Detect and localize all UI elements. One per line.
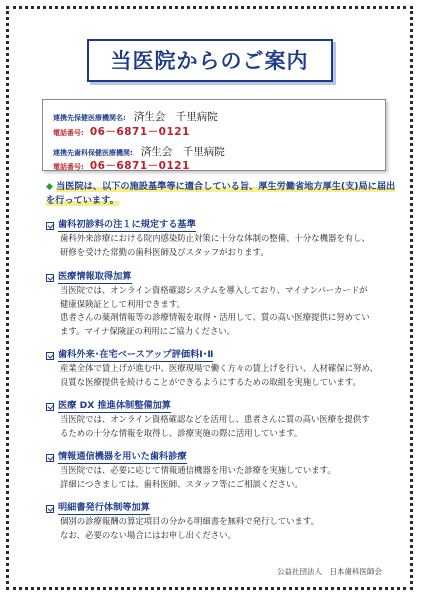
contact-2-name: 済生会 千里病院 (140, 146, 225, 158)
contact-1-name: 済生会 千里病院 (133, 111, 218, 123)
section-3-heading (46, 349, 398, 362)
section-5-line-2: 詳細につきましては、歯科医師、スタッフ等にご相談ください。 (60, 478, 303, 489)
section-3-line-1: 産業全体で賃上げが進む中、医療現場で働く方々の賃上げを行い、人材確保に努め、 (60, 363, 378, 373)
section-5-heading (46, 451, 398, 464)
section-1-body (60, 232, 398, 259)
section-5-line-1: 当医院では、必要に応じて情報通信機器を用いた診療を実施しています。 (60, 465, 336, 475)
section-2-line-4: ます。マイナ保険証の利用にご協力ください。 (60, 325, 236, 336)
contact-1-tel-row (53, 120, 190, 139)
section-1-line-2: 研修を受けた常勤の歯科医師及びスタッフがおります。 (60, 246, 269, 257)
contact-2-tel-row (53, 154, 190, 173)
page-title: 当医院からのご案内 (87, 39, 333, 82)
diamond-bullet-icon: ◆ (46, 181, 54, 192)
contact-1-label: 連携先保健医療機関名: (53, 114, 126, 122)
section-5-title: 情報通信機器を用いた歯科診療 (58, 451, 187, 462)
checkbox-icon (46, 274, 54, 282)
contact-1-tel-label: 電話番号: (53, 129, 84, 137)
contact-2-tel-label: 電話番号: (53, 163, 84, 171)
section-2-heading (46, 271, 398, 284)
section-2-title: 医療情報取得加算 (58, 271, 132, 282)
section-5 (46, 451, 398, 491)
contact-1-tel: 06－6871－0121 (89, 126, 190, 138)
section-4-line-1: 当医院では、オンライン資格確認などを活用し、患者さんに質の高い医療を提供す (60, 414, 370, 424)
section-2 (46, 271, 398, 338)
section-2-body (60, 284, 398, 338)
intro-text (46, 180, 396, 208)
intro-tail: を行っています。 (46, 195, 119, 206)
section-4 (46, 400, 398, 440)
section-2-line-3: 患者さんの薬剤情報等の診療情報を取得・活用して、質の高い医療提供に努めてい (60, 312, 370, 323)
footer-organization: 公益社団法人 日本歯科医師会 (277, 567, 382, 576)
contact-box (42, 99, 386, 171)
section-4-body (60, 413, 398, 440)
contact-2-tel: 06－6871－0121 (89, 160, 190, 172)
checkbox-icon (46, 352, 54, 360)
checkbox-icon (46, 505, 54, 513)
section-6-line-2: なお、必要のない場合にはお申し出ください。 (60, 529, 236, 540)
section-1-heading (46, 219, 398, 232)
section-6-title: 明細書発行体制等加算 (58, 502, 150, 513)
page-frame (6, 6, 413, 590)
title-wrap (9, 39, 410, 82)
section-4-line-2: るための十分な情報を取得し、診療実施の際に活用しています。 (60, 427, 303, 438)
section-6-heading (46, 502, 398, 515)
section-5-body (60, 464, 398, 491)
checkbox-icon (46, 403, 54, 411)
section-6 (46, 502, 398, 542)
section-3-body (60, 362, 398, 389)
section-6-body (60, 515, 398, 542)
contact-2-label: 連携先歯科保健医療機関: (53, 149, 133, 157)
section-1-title: 歯科初診料の注１に規定する基準 (58, 219, 196, 230)
section-2-line-2: 健康保険証として利用できます。 (60, 298, 185, 309)
section-4-title: 医療 DX 推進体制整備加算 (58, 400, 171, 411)
section-3 (46, 349, 398, 389)
section-1-line-1: 歯科外来診療における院内感染防止対策に十分な体制の整備、十分な機器を有し、 (60, 233, 370, 243)
section-4-heading (46, 400, 398, 413)
section-2-line-1: 当医院では、オンライン資格確認システムを導入しており、マイナンバーカードが (60, 285, 368, 295)
section-3-line-2: 良質な医療提供を続けることができるようにするための取組を実施しています。 (60, 376, 361, 387)
checkbox-icon (46, 222, 54, 230)
section-3-title: 歯科外来･在宅ベースアップ評価料Ⅰ･Ⅱ (58, 349, 214, 360)
checkbox-icon (46, 454, 54, 462)
section-1 (46, 219, 398, 259)
intro-lead: 当医院は、以下の施設基準等に適合している旨、厚生労働省地方厚生(支)局に届出 (56, 181, 396, 192)
section-6-line-1: 個別の診療報酬の算定項目の分かる明細書を無料で発行しています。 (60, 516, 319, 526)
